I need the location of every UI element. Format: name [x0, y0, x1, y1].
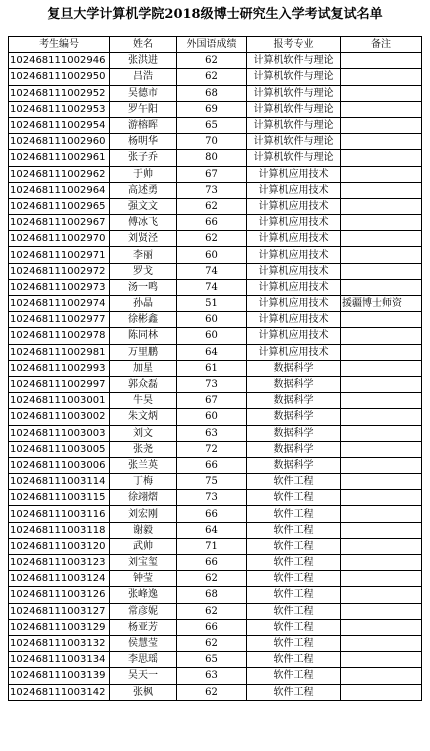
name-cell: 郭众磊	[110, 376, 177, 392]
major-cell: 计算机软件与理论	[247, 117, 341, 133]
name-cell: 强文文	[110, 198, 177, 214]
major-cell: 计算机软件与理论	[247, 53, 341, 69]
name-cell: 牛昊	[110, 393, 177, 409]
remarks-cell: 援疆博士师资	[341, 296, 422, 312]
table-row	[9, 635, 422, 651]
candidate-id-cell: 102468111003132	[9, 635, 110, 651]
name-cell: 张洪进	[110, 53, 177, 69]
name-cell: 李丽	[110, 247, 177, 263]
major-cell: 数据科学	[247, 360, 341, 376]
name-cell: 徐翊熠	[110, 490, 177, 506]
name-cell: 刘宏刚	[110, 506, 177, 522]
table-row	[9, 279, 422, 295]
major-cell: 计算机应用技术	[247, 279, 341, 295]
table-row	[9, 150, 422, 166]
interview-list-table	[8, 36, 422, 701]
name-cell: 李思瑶	[110, 652, 177, 668]
name-cell: 吴天一	[110, 668, 177, 684]
remarks-cell	[341, 425, 422, 441]
table-row	[9, 684, 422, 700]
remarks-cell	[341, 279, 422, 295]
table-row	[9, 490, 422, 506]
table-header-row	[9, 37, 422, 53]
name-cell: 谢毅	[110, 522, 177, 538]
score-cell: 72	[177, 441, 247, 457]
major-cell: 软件工程	[247, 538, 341, 554]
major-cell: 计算机软件与理论	[247, 150, 341, 166]
table-row	[9, 198, 422, 214]
major-cell: 数据科学	[247, 409, 341, 425]
score-cell: 64	[177, 522, 247, 538]
table-row	[9, 425, 422, 441]
remarks-cell	[341, 522, 422, 538]
remarks-cell	[341, 684, 422, 700]
name-cell: 罗戈	[110, 263, 177, 279]
remarks-cell	[341, 328, 422, 344]
remarks-cell	[341, 635, 422, 651]
major-cell: 软件工程	[247, 619, 341, 635]
major-cell: 计算机应用技术	[247, 263, 341, 279]
name-cell: 张兰英	[110, 457, 177, 473]
candidate-id-cell: 102468111002954	[9, 117, 110, 133]
score-cell: 62	[177, 635, 247, 651]
score-cell: 60	[177, 247, 247, 263]
candidate-id-cell: 102468111003127	[9, 603, 110, 619]
remarks-cell	[341, 538, 422, 554]
score-cell: 60	[177, 312, 247, 328]
name-cell: 张峰逸	[110, 587, 177, 603]
score-cell: 64	[177, 344, 247, 360]
name-cell: 侯慧莹	[110, 635, 177, 651]
candidate-id-cell: 102468111002967	[9, 215, 110, 231]
remarks-cell	[341, 668, 422, 684]
header-name: 姓名	[110, 37, 177, 53]
score-cell: 66	[177, 457, 247, 473]
name-cell: 张枫	[110, 684, 177, 700]
header-foreign-language-score: 外国语成绩	[177, 37, 247, 53]
table-row	[9, 344, 422, 360]
remarks-cell	[341, 571, 422, 587]
remarks-cell	[341, 652, 422, 668]
name-cell: 朱文炳	[110, 409, 177, 425]
score-cell: 75	[177, 474, 247, 490]
remarks-cell	[341, 619, 422, 635]
score-cell: 62	[177, 571, 247, 587]
candidate-id-cell: 102468111002971	[9, 247, 110, 263]
major-cell: 软件工程	[247, 555, 341, 571]
table-row	[9, 215, 422, 231]
major-cell: 数据科学	[247, 376, 341, 392]
remarks-cell	[341, 182, 422, 198]
score-cell: 62	[177, 198, 247, 214]
table-row	[9, 619, 422, 635]
candidate-id-cell: 102468111002981	[9, 344, 110, 360]
major-cell: 数据科学	[247, 457, 341, 473]
name-cell: 刘宝玺	[110, 555, 177, 571]
score-cell: 68	[177, 85, 247, 101]
candidate-id-cell: 102468111002946	[9, 53, 110, 69]
table-row	[9, 474, 422, 490]
table-row	[9, 376, 422, 392]
score-cell: 70	[177, 134, 247, 150]
major-cell: 计算机应用技术	[247, 296, 341, 312]
table-row	[9, 506, 422, 522]
candidate-id-cell: 102468111003123	[9, 555, 110, 571]
remarks-cell	[341, 53, 422, 69]
remarks-cell	[341, 474, 422, 490]
table-row	[9, 101, 422, 117]
major-cell: 计算机软件与理论	[247, 85, 341, 101]
remarks-cell	[341, 360, 422, 376]
header-candidate-id: 考生编号	[9, 37, 110, 53]
name-cell: 杨明华	[110, 134, 177, 150]
major-cell: 计算机应用技术	[247, 231, 341, 247]
table-row	[9, 571, 422, 587]
table-row	[9, 166, 422, 182]
remarks-cell	[341, 603, 422, 619]
score-cell: 62	[177, 69, 247, 85]
candidate-id-cell: 102468111003129	[9, 619, 110, 635]
name-cell: 傅冰飞	[110, 215, 177, 231]
score-cell: 62	[177, 603, 247, 619]
score-cell: 61	[177, 360, 247, 376]
major-cell: 软件工程	[247, 684, 341, 700]
major-cell: 软件工程	[247, 522, 341, 538]
score-cell: 51	[177, 296, 247, 312]
major-cell: 数据科学	[247, 425, 341, 441]
table-row	[9, 247, 422, 263]
candidate-id-cell: 102468111002974	[9, 296, 110, 312]
table-row	[9, 538, 422, 554]
major-cell: 软件工程	[247, 490, 341, 506]
name-cell: 钟莹	[110, 571, 177, 587]
remarks-cell	[341, 587, 422, 603]
name-cell: 张尧	[110, 441, 177, 457]
score-cell: 66	[177, 506, 247, 522]
remarks-cell	[341, 312, 422, 328]
candidate-id-cell: 102468111003126	[9, 587, 110, 603]
name-cell: 汤一鸣	[110, 279, 177, 295]
score-cell: 74	[177, 263, 247, 279]
remarks-cell	[341, 409, 422, 425]
major-cell: 计算机应用技术	[247, 344, 341, 360]
table-row	[9, 441, 422, 457]
remarks-cell	[341, 344, 422, 360]
name-cell: 丁梅	[110, 474, 177, 490]
major-cell: 软件工程	[247, 603, 341, 619]
header-major: 报考专业	[247, 37, 341, 53]
name-cell: 吴德市	[110, 85, 177, 101]
name-cell: 于帅	[110, 166, 177, 182]
remarks-cell	[341, 490, 422, 506]
remarks-cell	[341, 247, 422, 263]
major-cell: 计算机应用技术	[247, 215, 341, 231]
major-cell: 计算机应用技术	[247, 247, 341, 263]
candidate-id-cell: 102468111003001	[9, 393, 110, 409]
major-cell: 计算机应用技术	[247, 312, 341, 328]
candidate-id-cell: 102468111002970	[9, 231, 110, 247]
candidate-id-cell: 102468111003114	[9, 474, 110, 490]
score-cell: 67	[177, 393, 247, 409]
remarks-cell	[341, 393, 422, 409]
table-row	[9, 603, 422, 619]
table-row	[9, 53, 422, 69]
candidate-id-cell: 102468111003115	[9, 490, 110, 506]
major-cell: 数据科学	[247, 441, 341, 457]
candidate-id-cell: 102468111002950	[9, 69, 110, 85]
remarks-cell	[341, 263, 422, 279]
candidate-id-cell: 102468111003124	[9, 571, 110, 587]
table-row	[9, 668, 422, 684]
score-cell: 65	[177, 117, 247, 133]
table-row	[9, 522, 422, 538]
score-cell: 66	[177, 555, 247, 571]
major-cell: 计算机应用技术	[247, 166, 341, 182]
table-body	[9, 53, 422, 701]
score-cell: 63	[177, 425, 247, 441]
name-cell: 常彦妮	[110, 603, 177, 619]
score-cell: 66	[177, 619, 247, 635]
remarks-cell	[341, 117, 422, 133]
table-row	[9, 231, 422, 247]
remarks-cell	[341, 198, 422, 214]
major-cell: 软件工程	[247, 506, 341, 522]
major-cell: 软件工程	[247, 571, 341, 587]
table-row	[9, 587, 422, 603]
table-row	[9, 69, 422, 85]
remarks-cell	[341, 215, 422, 231]
score-cell: 69	[177, 101, 247, 117]
name-cell: 陈同林	[110, 328, 177, 344]
remarks-cell	[341, 134, 422, 150]
score-cell: 62	[177, 684, 247, 700]
candidate-id-cell: 102468111003134	[9, 652, 110, 668]
table-row	[9, 85, 422, 101]
score-cell: 74	[177, 279, 247, 295]
candidate-id-cell: 102468111002962	[9, 166, 110, 182]
candidate-id-cell: 102468111003006	[9, 457, 110, 473]
table-row	[9, 652, 422, 668]
score-cell: 80	[177, 150, 247, 166]
major-cell: 软件工程	[247, 474, 341, 490]
remarks-cell	[341, 85, 422, 101]
major-cell: 软件工程	[247, 652, 341, 668]
table-row	[9, 263, 422, 279]
remarks-cell	[341, 441, 422, 457]
major-cell: 计算机软件与理论	[247, 134, 341, 150]
table-row	[9, 182, 422, 198]
name-cell: 张子乔	[110, 150, 177, 166]
candidate-id-cell: 102468111003120	[9, 538, 110, 554]
table-row	[9, 117, 422, 133]
candidate-id-cell: 102468111003116	[9, 506, 110, 522]
candidate-id-cell: 102468111003002	[9, 409, 110, 425]
major-cell: 数据科学	[247, 393, 341, 409]
remarks-cell	[341, 166, 422, 182]
score-cell: 60	[177, 328, 247, 344]
major-cell: 计算机软件与理论	[247, 69, 341, 85]
major-cell: 计算机应用技术	[247, 182, 341, 198]
header-remarks: 备注	[341, 37, 422, 53]
score-cell: 71	[177, 538, 247, 554]
score-cell: 62	[177, 53, 247, 69]
candidate-id-cell: 102468111002965	[9, 198, 110, 214]
table-row	[9, 555, 422, 571]
remarks-cell	[341, 506, 422, 522]
candidate-id-cell: 102468111003139	[9, 668, 110, 684]
major-cell: 计算机应用技术	[247, 328, 341, 344]
score-cell: 63	[177, 668, 247, 684]
remarks-cell	[341, 101, 422, 117]
candidate-id-cell: 102468111003003	[9, 425, 110, 441]
name-cell: 罗午阳	[110, 101, 177, 117]
table-row	[9, 360, 422, 376]
name-cell: 孙晶	[110, 296, 177, 312]
candidate-id-cell: 102468111003142	[9, 684, 110, 700]
candidate-id-cell: 102468111002953	[9, 101, 110, 117]
remarks-cell	[341, 231, 422, 247]
major-cell: 软件工程	[247, 668, 341, 684]
candidate-id-cell: 102468111002972	[9, 263, 110, 279]
score-cell: 73	[177, 490, 247, 506]
candidate-id-cell: 102468111003005	[9, 441, 110, 457]
major-cell: 软件工程	[247, 635, 341, 651]
name-cell: 吕浩	[110, 69, 177, 85]
candidate-id-cell: 102468111003118	[9, 522, 110, 538]
score-cell: 68	[177, 587, 247, 603]
name-cell: 刘文	[110, 425, 177, 441]
candidate-id-cell: 102468111002997	[9, 376, 110, 392]
candidate-id-cell: 102468111002973	[9, 279, 110, 295]
candidate-id-cell: 102468111002964	[9, 182, 110, 198]
table-row	[9, 328, 422, 344]
candidate-id-cell: 102468111002977	[9, 312, 110, 328]
score-cell: 66	[177, 215, 247, 231]
score-cell: 67	[177, 166, 247, 182]
candidate-id-cell: 102468111002961	[9, 150, 110, 166]
name-cell: 高述勇	[110, 182, 177, 198]
remarks-cell	[341, 69, 422, 85]
candidate-id-cell: 102468111002960	[9, 134, 110, 150]
remarks-cell	[341, 555, 422, 571]
table-row	[9, 409, 422, 425]
score-cell: 73	[177, 182, 247, 198]
name-cell: 刘贤泾	[110, 231, 177, 247]
table-row	[9, 296, 422, 312]
name-cell: 游榕晖	[110, 117, 177, 133]
name-cell: 加星	[110, 360, 177, 376]
candidate-id-cell: 102468111002993	[9, 360, 110, 376]
name-cell: 武帅	[110, 538, 177, 554]
score-cell: 62	[177, 231, 247, 247]
major-cell: 软件工程	[247, 587, 341, 603]
table-row	[9, 134, 422, 150]
score-cell: 73	[177, 376, 247, 392]
name-cell: 杨亚芳	[110, 619, 177, 635]
remarks-cell	[341, 150, 422, 166]
table-row	[9, 312, 422, 328]
score-cell: 65	[177, 652, 247, 668]
remarks-cell	[341, 457, 422, 473]
remarks-cell	[341, 376, 422, 392]
score-cell: 60	[177, 409, 247, 425]
table-row	[9, 457, 422, 473]
candidate-id-cell: 102468111002952	[9, 85, 110, 101]
table-row	[9, 393, 422, 409]
name-cell: 万里鹏	[110, 344, 177, 360]
major-cell: 计算机软件与理论	[247, 101, 341, 117]
candidate-id-cell: 102468111002978	[9, 328, 110, 344]
document-title: 复旦大学计算机学院2018级博士研究生入学考试复试名单	[47, 7, 383, 22]
name-cell: 徐彬鑫	[110, 312, 177, 328]
major-cell: 计算机应用技术	[247, 198, 341, 214]
